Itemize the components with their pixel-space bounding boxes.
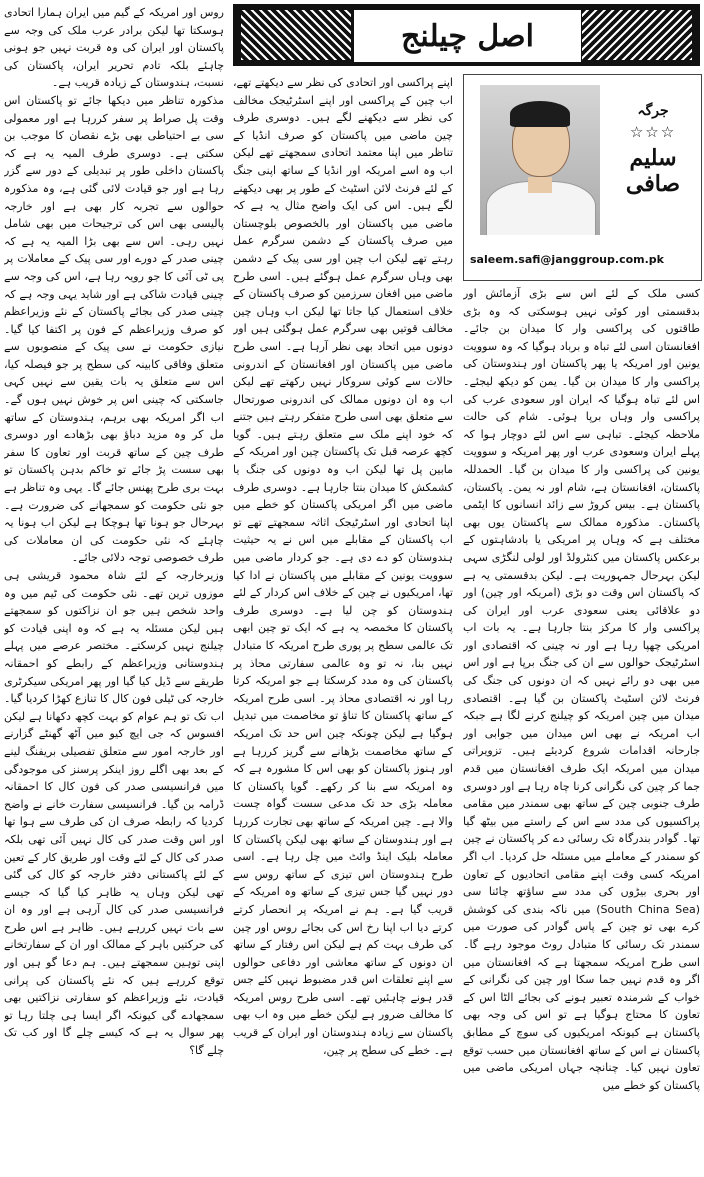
paragraph: مذکورہ تناظر میں دیکھا جائے تو پاکستان اس وقت پل صراط پر سفر کررہا ہے اور معمولی سی بے احتیاطی بھی بڑے نقصان کا موجب بن سکتی ہے۔ دوسری طرف المیہ یہ ہے کہ پاکستان داخلی طور پر تبدیلی کے دور سے گزر رہا ہے اور جو قیادت لائی گئی ہے، وہ مذکورہ حوالوں سے تجربہ کار بھی ہے اور خارجہ پالیسی بھی اس کی ترجیحات میں بھی شامل نہیں رہی۔ اس سے بھی بڑا المیہ یہ ہے کہ چینی صدر کے دورے اور سی پیک کے معاملات پر پی ٹی آئی کا جو رویہ رہا ہے، اس کی وجہ سے چینی قیادت شاکی ہے اور شاید یہی وجہ ہے کہ چینی صدر کی بجائے پاکستان کے نئے وزیراعظم کو صرف وزیراعظم کے فون پر اکتفا کیا گیا۔ نیازی حکومت نے سی پیک کے منصوبوں سے متعلق وفاقی کابینہ کی سطح پر جو فیصلہ کیا، اس سے متعلق یہ بات یقین سے نہیں کہی جاسکتی کہ چینی اس پر خوش نہیں ہوں گے۔ اب اگر امریکہ بھی برہم، ہندوستان کے ساتھ مل کر وہ مزید دباؤ بھی بڑھادے اور دوسری طرف چین کے ساتھ قربت اور تعاون کا سفر بھی سست پڑ جائے تو خاکم بدہن پاکستان تو بہت بری طرح پھنس جائے گا۔ یہی وہ تناظر ہے جو نئی حکومت کو سمجھانے کی ضرورت ہے۔ بہرحال جو ہونا تھا ہوچکا ہے لیکن اب ہونا یہ چاہئے کہ نئی حکومت کی ان معاملات کی طرف خصوصی توجہ دلائی جائے۔ (4, 93, 224, 565)
headline: اصل چیلنج (401, 18, 534, 54)
text-column-left (4, 4, 224, 1171)
headline-banner (233, 4, 700, 66)
photo-hair (510, 101, 570, 127)
headline-box (353, 9, 582, 63)
column-name: جرگہ (637, 103, 669, 119)
paragraph: کسی ملک کے لئے اس سے بڑی آزمائش اور بدقسمتی اور کوئی نہیں ہوسکتی کہ وہ بڑی طاقتوں کی پراکسی وار کا میدان بن جائے۔ افغانستان اسی لئے تباہ و برباد ہوگیا کہ وہ سوویت یونین اور امریکہ یا پھر پاکستان اور ہندوستان کی پراکسی وار کا میدان بن گیا۔ یمن کو دیکھ لیجئے۔ اس لئے تباہ ہوگیا کہ ایران اور سعودی عرب کی پراکسی وار وہاں برپا ہوئی۔ شام کی حالت ملاحظہ کیجئے۔ تباہی سے اس لئے دوچار ہوا کہ پہلے ایران وسعودی عرب اور پھر امریکہ و سوویت یونین کی پراکسی وار کا میدان بن گیا۔ الحمدللہ پاکستان، افغانستان ہے، شام اور نہ یمن۔ پاکستان، پاکستان ہے۔ بیس کروڑ سے زائد انسانوں کا ایٹمی پاکستان۔ مذکورہ ممالک سے پاکستان یوں بھی مختلف ہے کہ وہاں پر امریکی یا بادشاہتوں کے برعکس پاکستان میں کنٹرولڈ اور لولی لنگڑی سہی لیکن بہرحال جمہوریت ہے۔ لیکن بدقسمتی یہ ہے کہ پاکستان اس وقت دو بڑی (امریکہ اور چین) اور دو علاقائی یعنی سعودی عرب اور ایران کی پراکسی وار کا مرکز بنتا جارہا ہے۔ یہ بات اب امریکی چھپا رہا ہے اور نہ چینی کہ اقتصادی اور اسٹرٹیجک حوالوں سے ان کی جنگ برپا ہے اور اس میں بھی دو رائے نہیں کہ ان دونوں کی جنگ کی فرنٹ لائن اسٹیٹ پاکستان بن گیا ہے۔ اقتصادی میدان میں چین امریکہ کو چیلنج کرنے لگا ہے جبکہ اب امریکہ نے بھی اس میدان میں جوابی اور جارحانہ اقدامات شروع کردیئے ہیں۔ تزویراتی میدان میں امریکہ ایک طرف افغانستان میں قدم جما کر چین کی نگرانی کرنا چاہ رہا ہے اور دوسری طرف جنوبی چین کے ساتھ بھی سمندر میں مقامی پراکسیوں کی مدد سے اس کے راستے میں بیٹھ گیا تھا۔ گوادر بندرگاہ تک رسائی دے کر پاکستان نے چین کو سمندر کے معاملے میں مسئلہ حل کردیا۔ اب اگر امریکہ کسی وقت اپنے مقامی اتحادیوں کے تعاون اور بحری بیڑوں کی مدد سے ساؤتھ چائنا سی (South China Sea) میں ناکہ بندی کی کوشش کرے بھی تو چین کے پاس گوادر کی صورت میں سمندر تک رسائی کا متبادل روٹ موجود رہے گا۔ اسی طرح امریکہ سمجھتا ہے کہ افغانستان میں اگر وہ قدم نہیں جما سکا اور چین کی نگرانی کے خواب کے شرمندہ تعبیر ہونے کی بجائے الٹا اس کے تعاون کا محتاج ہوگیا ہے تو اس کی وجہ بھی پاکستان ہے کیونکہ امریکیوں کی سوچ کے مطابق پاکستان نے اس کے ساتھ افغانستان میں حسب توقع تعاون نہیں کیا۔ چنانچہ جہاں امریکی ماضی میں پاکستان کو خطے میں (463, 287, 700, 1092)
banner-pattern-right (582, 10, 692, 60)
author-email: saleem.safi@janggroup.com.pk (470, 253, 664, 266)
author-photo (480, 85, 600, 235)
banner-pattern-left (241, 10, 351, 60)
author-name: سلیم صافی (625, 145, 681, 197)
text-column-middle (233, 74, 453, 1171)
paragraph: اپنے پراکسی اور اتحادی کی نظر سے دیکھتے تھے، اب چین کے پراکسی اور اپنے اسٹرٹیجک مخالف کی نظر سے دیکھنے لگے ہیں۔ دوسری طرف چین ماضی میں پاکستان کو صرف انڈیا کے تناظر میں اپنا معتمد اتحادی سمجھتے تھے لیکن اب وہ اسے امریکہ اور انڈیا کے ساتھ اپنی جنگ کے لئے فرنٹ لائن اسٹیٹ کے طور پر بھی دیکھنے لگے ہیں۔ اس کی ایک واضح مثال یہ ہے کہ ماضی میں پاکستان اور بالخصوص بلوچستان میں صرف پاکستان کے دشمن سرگرم عمل رہتے تھے لیکن اب چین اور سی پیک کے دشمن بھی وہاں سرگرم عمل ہوگئے ہیں۔ اسی طرح ماضی میں افغان سرزمین کو صرف پاکستان کے خلاف استعمال کیا جاتا تھا لیکن اب وہاں چین مخالف قوتیں بھی سرگرم عمل ہوگئی ہیں اور دونوں میں اتحاد بھی نظر آرہا ہے۔ اسی طرح ماضی میں پاکستان اور افغانستان کے اندرونی حالات سے کوئی سروکار نہیں رکھتے تھے لیکن اب وہ ان دونوں ممالک کی اندرونی صورتحال سے متعلق بھی اسی طرح متفکر رہتے ہیں جتنے کہ خود اپنے ملک سے متعلق رہتے ہیں۔ گویا کچھ عرصہ قبل تک پاکستان چین اور امریکہ کے مابین پل تھا لیکن اب وہ دونوں کی جنگ یا کشمکش کا میدان بنتا جارہا ہے۔ دوسری طرف ماضی میں اگر امریکی پاکستان کو خطے میں اپنا اتحادی اور اسٹرٹیجک اثاثہ سمجھتے تھے تو اب پاکستان کے مقابلے میں اس نے یہ حیثیت ہندوستان کو دے دی ہے۔ جو کردار ماضی میں سوویت یونین کے مقابلے میں پاکستان نے ادا کیا تھا، امریکیوں نے چین کے خلاف اس کردار کے لئے ہندوستان کو چن لیا ہے۔ دوسری طرف پاکستان کا مخمصہ یہ ہے کہ ایک تو چین ابھی تک عالمی سطح پر پوری طرح امریکہ کا متبادل نہیں بنا، نہ تو وہ عالمی سفارتی محاذ پر پاکستان کی وہ مدد کرسکتا ہے جو امریکہ کرتا رہا اور نہ اقتصادی محاذ پر۔ اسی طرح امریکہ کے ساتھ پاکستان کا تناؤ تو مخاصمت میں تبدیل ہوگیا ہے لیکن چونکہ چین اس حد تک امریکہ کے ساتھ مخاصمت بڑھانے سے گریز کررہا ہے اور ہنوز پاکستان کو بھی اس کا مشورہ ہے کہ وہ امریکہ سے بنا کر رکھے۔ گویا پاکستان کا معاملہ بڑی حد تک مدعی سست گواہ چست والا ہے۔ چین امریکہ کے ساتھ بھی تجارت کررہا ہے اور ہندوستان کے ساتھ بھی لیکن پاکستان کا معاملہ بلیک اینڈ وائٹ میں چل رہا ہے۔ اسی طرح ہندوستان اس تیزی کے ساتھ روس سے دور نہیں گیا جس تیزی کے ساتھ وہ امریکہ کے قریب گیا ہے۔ ہم نے امریکہ پر انحصار کرتے کرتے دیا اب اپنا رخ اس کی بجائے روس اور چین کی طرف بہت کم ہے لیکن اس رفتار کے ساتھ ان دونوں کے ساتھ معاشی اور دفاعی حوالوں سے اپنے تعلقات اس قدر مضبوط نہیں کئے جس قدر ہونے چاہئیں تھے۔ اسی طرح روس امریکہ کا مخالف ضرور ہے لیکن خطے میں وہ اب بھی پاکستان سے زیادہ ہندوستان اور ایران کے قریب ہے۔ خطے کی سطح پر چین، (233, 76, 453, 1057)
author-box (463, 74, 702, 281)
paragraph: وزیرخارجہ کے لئے شاہ محمود قریشی ہی موزوں ترین تھے۔ نئی حکومت کی ٹیم میں وہ واحد شخص ہیں جو ان نزاکتوں کو سمجھتے ہیں لیکن مسئلہ یہ ہے کہ وہ اپنی قیادت کو چیلنج نہیں کرسکتے۔ مختصر عرصے میں پہلے ہندوستانی وزیراعظم کے رابطے کو احمقانہ طریقے سے ڈیل کیا گیا اور پھر امریکی سیکرٹری خارجہ کی ٹیلی فون کال کا تنازع کھڑا کردیا گیا۔ اب تک تو ہم عوام کو بہت کچھ دکھانا ہے لیکن افسوس کہ جی ایچ کیو میں آٹھ گھنٹے گزارنے اور خارجہ امور سے متعلق تفصیلی بریفنگ لینے کے بعد بھی اگلے روز اینکر پرسنز کی موجودگی میں فرانسیسی صدر کی فون کال کا احمقانہ ڈرامہ بن گیا۔ فرانسیسی سفارت خانے نے واضح کردیا کہ رابطہ صرف ان کی طرف سے ہوا تھا اور اس وقت صدر کی کال نہیں آئی تھی بلکہ صدر کی کال کے لئے وقت اور طریق کار کے تعین کے لئے پاکستانی دفتر خارجہ کو کال کی گئی تھی لیکن وہاں یہ ظاہر کیا گیا کہ جیسے فرانسیسی صدر کی کال آرہی ہے اور وہ ان سے بات نہیں کررہے ہیں۔ ظاہر ہے اس طرح کی حرکتیں باہر کے ممالک اور ان کے سفارتخانے اپنی توہین سمجھتے ہیں۔ ہم دعا گو ہیں اور توقع کررہے ہیں کہ نئے پاکستان کی پرانی قیادت، نئے وزیراعظم کو سفارتی نزاکتیں بھی سمجھادے گی کیونکہ اگر ایسا ہی چلتا رہا تو پھر سوال یہ ہے کہ کیسے چلے گا اور کب تک چلے گا؟ (4, 569, 224, 1058)
text-column-right (463, 285, 700, 1171)
stars-icon: ☆☆☆ (629, 123, 677, 141)
photo-neck (528, 177, 552, 193)
byline (613, 103, 693, 197)
paragraph: روس اور امریکہ کے گیم میں ایران ہمارا اتحادی ہوسکتا تھا لیکن برادر عرب ملک کی وجہ سے پاکستان اور ایران کی وہ قربت نہیں جو ہونی چاہئے بلکہ تادم تحریر ایران، پاکستان کی نسبت، ہندوستان کے زیادہ قریب ہے۔ (4, 6, 224, 90)
